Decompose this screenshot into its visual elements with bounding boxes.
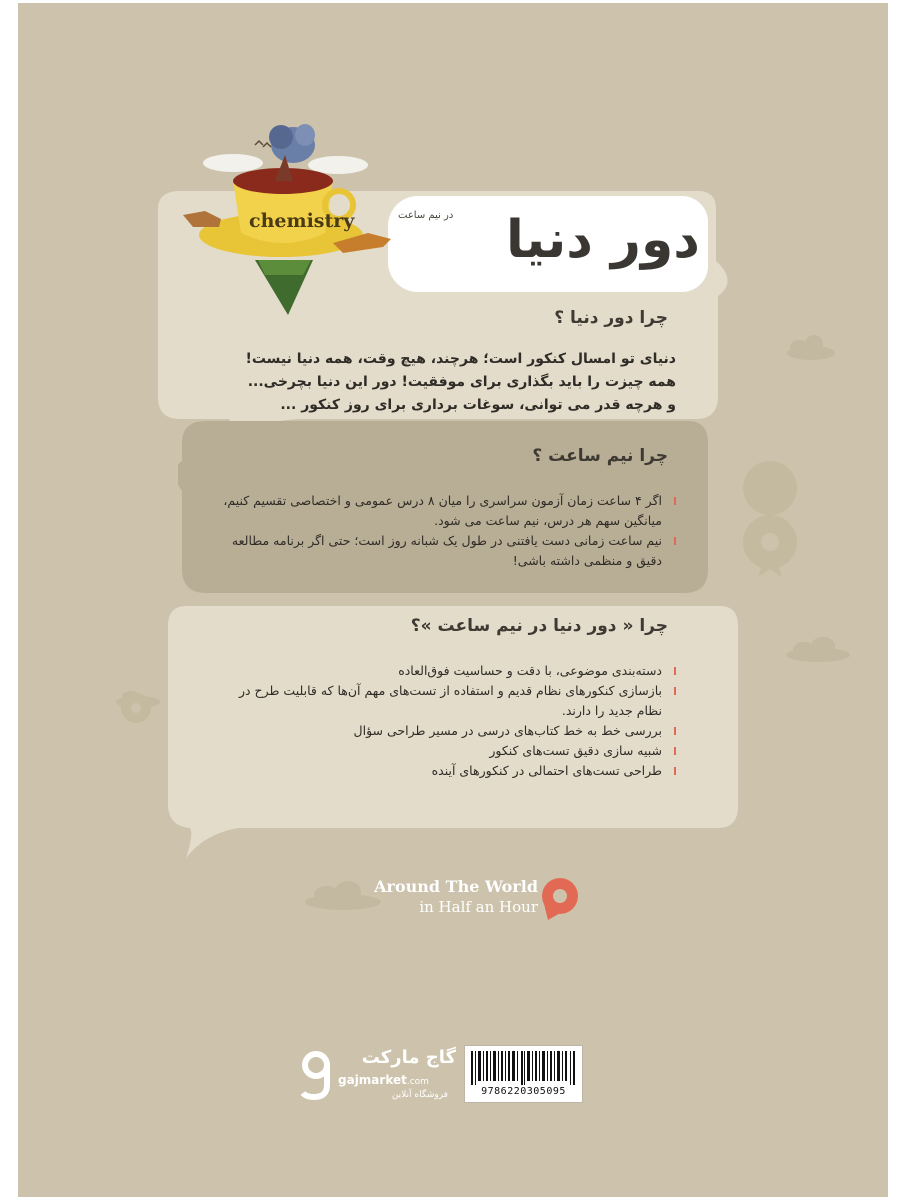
barcode-number: 9786220305095	[481, 1086, 566, 1097]
publisher-name: گاج مارکت	[361, 1047, 456, 1068]
book-title: دور دنیا	[505, 210, 700, 270]
chemistry-cup-illustration	[163, 115, 398, 325]
barcode-bars	[471, 1051, 576, 1085]
list-item: دسته‌بندی موضوعی، با دقت و حساسیت فوق‌العاده	[211, 661, 676, 681]
cup-label: chemistry	[249, 210, 355, 232]
section-why-around-world-question: چرا دور دنیا ؟	[554, 308, 668, 328]
section-line: دنیای تو امسال کنکور است؛ هرچند، هیچ وقت، همه دنیا نیست!	[245, 351, 676, 367]
publisher-g-icon	[300, 1049, 334, 1101]
brand-wordmark	[348, 877, 538, 916]
section-why-book-question: چرا « دور دنیا در نیم ساعت »؟	[410, 616, 668, 636]
deer-icon	[183, 211, 221, 227]
list-item: بررسی خط به خط کتاب‌های درسی در مسیر طراحی سؤال	[211, 721, 676, 741]
list-item: شبیه سازی دقیق تست‌های کنکور	[211, 741, 676, 761]
brand-line-2: in Half an Hour	[419, 898, 538, 916]
section-why-half-hour-question: چرا نیم ساعت ؟	[532, 446, 668, 466]
isbn-barcode	[464, 1045, 583, 1103]
section-why-book-list	[211, 661, 676, 781]
section-why-around-world-body	[211, 348, 676, 417]
book-back-cover	[18, 3, 888, 1197]
list-item: بازسازی کنکورهای نظام قدیم و استفاده از تست‌های مهم آن‌ها که قابلیت طرح در نظام جدید را دارند.	[211, 681, 676, 721]
list-item: اگر ۴ ساعت زمان آزمون سراسری را میان ۸ درس عمومی و اختصاصی تقسیم کنیم، میانگین سهم هر درس، نیم ساعت می شود.	[211, 491, 676, 531]
section-line: و هرچه قدر می توانی، سوغات برداری برای روز کنکور ...	[280, 397, 676, 413]
publisher-site-name: gajmarket	[338, 1073, 407, 1087]
list-item: طراحی تست‌های احتمالی در کنکورهای آینده	[211, 761, 676, 781]
brand-line-1: Around The World	[374, 877, 538, 896]
publisher-logo	[300, 1045, 460, 1105]
publisher-tagline: فروشگاه آنلاین	[391, 1090, 448, 1100]
section-why-half-hour-list	[211, 491, 676, 571]
location-pin-logo-icon	[540, 876, 584, 922]
publisher-site	[338, 1073, 429, 1087]
list-item: نیم ساعت زمانی دست یافتنی در طول یک شبانه روز است؛ حتی اگر برنامه مطالعه دقیق و منظمی داشته باشی!	[211, 531, 676, 571]
publisher-site-suffix: .com	[406, 1077, 429, 1087]
book-subtitle: در نیم ساعت	[398, 210, 454, 221]
section-line: همه چیزت را باید بگذاری برای موفقیت! دور این دنیا بچرخی...	[247, 374, 676, 390]
